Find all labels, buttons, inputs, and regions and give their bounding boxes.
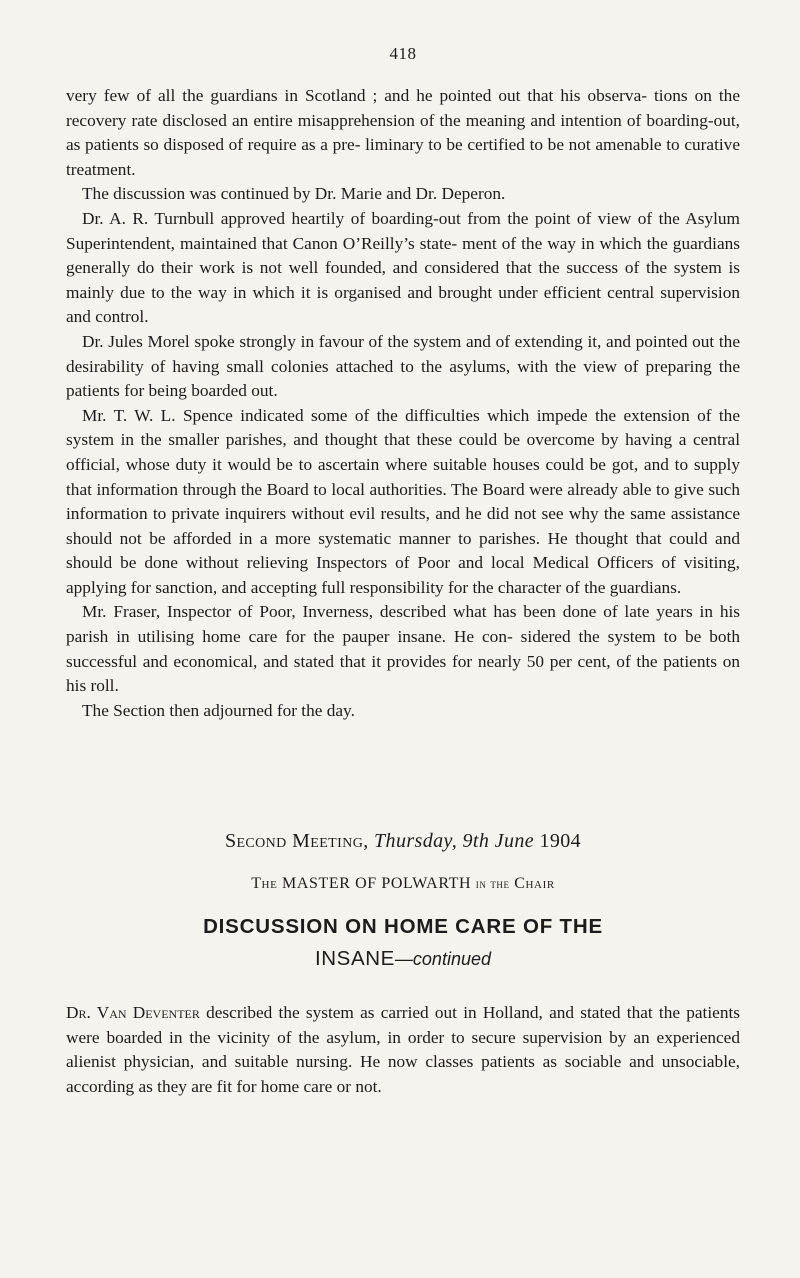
discussion-continued: —continued <box>394 949 491 969</box>
meeting-heading <box>66 830 740 853</box>
paragraph-spence: Mr. T. W. L. Spence indicated some of the difficulties which impede the extension of the system in the smaller parishes, and thought that these could be overcome by having a central official, whose duty it would be to ascertain where suitable houses could be got, and to supply that information through the Board to local authorities. The Board were already able to give such information to private inquirers without evil results, and he did not see why the same assistance should not be afforded in a more systematic manner to parishes. He thought that could and should be done without relieving Inspectors of Poor and local Medical Officers of visiting, applying for sanction, and accepting full responsibility for the character of the guardians. <box>66 405 740 597</box>
paragraph-turnbull: Dr. A. R. Turnbull approved heartily of boarding-out from the point of view of the Asylum Superintendent, maintained that Canon O’Reilly’s state- ment of the way in which the guardians generally do their work is not well founded, and considered that the success of the system is mainly due to the way in which it is organised and brought under efficient central supervision and control. <box>66 208 740 327</box>
paragraph-discussion-continued: The discussion was continued by Dr. Marie and Dr. Deperon. <box>82 184 506 204</box>
paragraph-van-deventer-text: described the system as carried out in Holland, and stated that the patients were boarded in the vicinity of the asylum, in order to secure supervision by an experienced alienist physician, and suitable nursing. He now classes patients as sociable and unsociable, according as they are fit for home care or not. <box>66 1003 740 1096</box>
chair-name: MASTER OF POLWARTH <box>282 875 472 892</box>
paragraph-van-deventer <box>66 1001 740 1099</box>
discussion-title-line-2 <box>66 943 740 975</box>
meeting-date: 9th June <box>462 830 535 852</box>
chair-word: Chair <box>514 875 555 892</box>
meeting-day: Thursday, <box>374 830 458 852</box>
paragraph-fraser: Mr. Fraser, Inspector of Poor, Inverness, described what has been done of late years in his parish in utilising home care for the pauper insane. He con- sidered the system to be both successful and economical, and stated that it provides for nearly 50 per cent, of the patients on his roll. <box>66 602 740 696</box>
chair-the: The <box>251 875 278 892</box>
chair-in-the: in the <box>475 876 510 891</box>
discussion-title-line-1: DISCUSSION ON HOME CARE OF THE <box>203 915 603 938</box>
page-number: 418 <box>389 44 417 63</box>
second-meeting-section <box>66 830 740 1099</box>
discussion-title-insane: INSANE <box>314 947 395 970</box>
document-page <box>66 0 740 1278</box>
minutes-body <box>66 84 740 723</box>
speaker-name: Dr. Van Deventer <box>66 1003 200 1022</box>
paragraph-morel: Dr. Jules Morel spoke strongly in favour of the system and of extending it, and pointed out the desirability of having small colonies attached to the asylums, with the view of preparing the patients for being boarded out. <box>66 331 740 401</box>
chair-line <box>66 875 740 893</box>
paragraph-adjourned: The Section then adjourned for the day. <box>82 700 355 720</box>
meeting-year: 1904 <box>539 830 582 852</box>
discussion-heading <box>66 911 740 975</box>
meeting-title: Second Meeting, <box>224 830 369 852</box>
paragraph-guardians-remarks: very few of all the guardians in Scotland ; and he pointed out that his observa- tions on the recovery rate disclosed an entire misapprehension of the meaning and intention of boarding-out, as patients so disposed of require as a pre- liminary to be certified to be not amenable to curative treatment. <box>66 86 740 179</box>
